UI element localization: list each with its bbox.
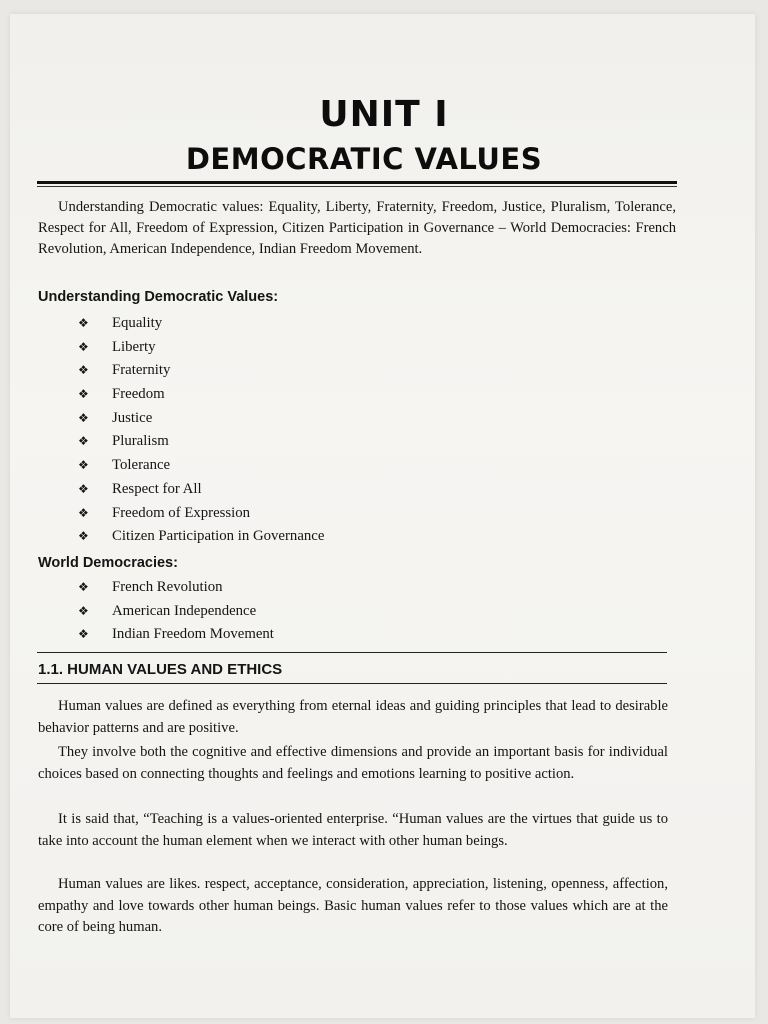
list-item [78,600,274,624]
list-item-label: Respect for All [112,480,202,497]
list-item [78,478,324,502]
list-item [78,576,274,600]
list-item-label: Citizen Participation in Governance [112,528,325,545]
list-item [78,359,324,383]
intro-paragraph: Understanding Democratic values: Equality, Liberty, Fraternity, Freedom, Justice, Pluralism, Tolerance, Respect for All, Freedom of Expression, Citizen Participation in Governance – World Democracies: French Revolution, American Independence, Indian Freedom Movement. [38,199,676,257]
list-item [78,502,324,526]
world-democracies-heading: World Democracies: [38,555,178,571]
list-item [78,454,324,478]
list-item-label: Pluralism [112,433,169,450]
list-item-label: Freedom [112,386,165,403]
title-rule-thin [37,186,677,187]
diamond-bullet-icon: ❖ [78,505,89,520]
world-democracies-list [78,576,274,647]
diamond-bullet-icon: ❖ [78,603,89,618]
list-item-label: Justice [112,409,153,426]
list-item [78,525,324,549]
chapter-title: DEMOCRATIC VALUES [185,142,543,176]
diamond-bullet-icon: ❖ [78,363,89,378]
section-rule-bottom [37,683,667,684]
list-item-label: Indian Freedom Movement [112,626,274,643]
list-item-label: Equality [112,315,163,331]
diamond-bullet-icon: ❖ [78,529,89,544]
section-rule-top [37,652,667,653]
diamond-bullet-icon: ❖ [78,410,89,425]
unit-title: UNIT I [319,94,449,135]
diamond-bullet-icon: ❖ [78,387,89,402]
list-item-label: French Revolution [112,579,223,595]
body-paragraph: Human values are defined as everything from eternal ideas and guiding principles that lead to desirable behavior patterns and are positive. [38,698,668,736]
list-item [78,312,324,336]
diamond-bullet-icon: ❖ [78,481,89,496]
diamond-bullet-icon: ❖ [78,434,89,449]
diamond-bullet-icon: ❖ [78,339,89,354]
diamond-bullet-icon: ❖ [78,316,89,330]
diamond-bullet-icon: ❖ [78,580,89,594]
diamond-bullet-icon: ❖ [78,458,89,473]
list-item-label: Liberty [112,338,156,355]
list-item [78,407,324,431]
section-title: 1.1. HUMAN VALUES AND ETHICS [38,661,283,678]
list-item-label: Fraternity [112,362,171,379]
body-paragraph: They involve both the cognitive and effective dimensions and provide an important basis for individual choices based on connecting thoughts and feelings and emotions learning to positive action. [38,744,668,782]
list-item [78,336,324,360]
title-rule-thick [37,181,677,184]
diamond-bullet-icon: ❖ [78,627,89,642]
list-item [78,623,274,647]
list-item-label: Freedom of Expression [112,504,251,521]
list-item-label: American Independence [112,602,257,619]
list-item-label: Tolerance [112,457,171,474]
understanding-list [78,312,324,549]
understanding-heading: Understanding Democratic Values: [38,289,279,305]
list-item [78,383,324,407]
list-item [78,430,324,454]
body-paragraph: It is said that, “Teaching is a values-oriented enterprise. “Human values are the virtues that guide us to take into account the human element when we interact with other human beings. [38,811,668,849]
body-paragraph: Human values are likes. respect, acceptance, consideration, appreciation, listening, openness, affection, empathy and love towards other human beings. Basic human values refer to those values which are at the core of being human. [38,876,668,935]
